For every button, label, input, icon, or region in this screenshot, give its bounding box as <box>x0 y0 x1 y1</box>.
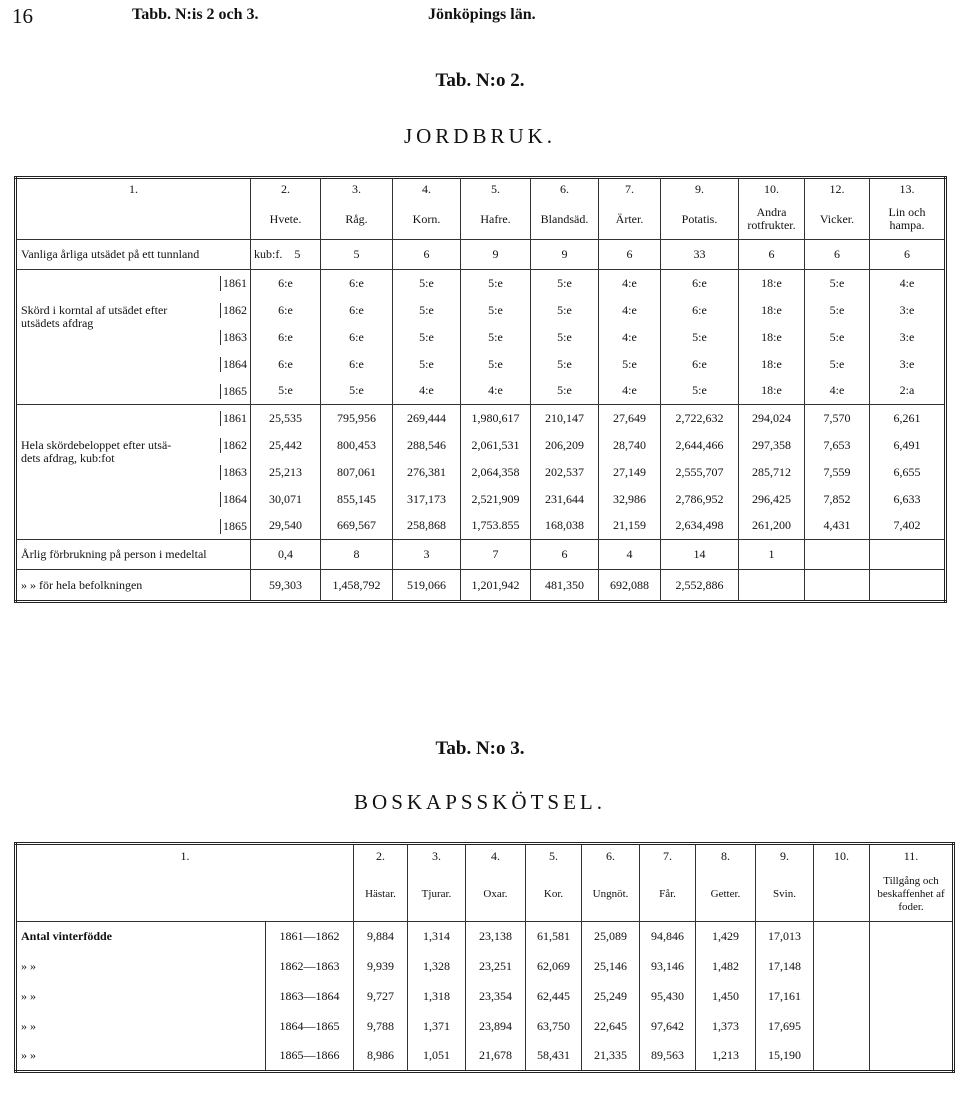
column-number: 10. <box>739 178 805 200</box>
data-cell: 6:e <box>251 351 321 378</box>
data-cell: 7 <box>461 540 531 570</box>
column-number: 10. <box>814 844 870 868</box>
column-name: Hästar. <box>354 868 408 922</box>
data-cell: 1,213 <box>696 1042 756 1072</box>
data-cell: 1,314 <box>408 922 466 952</box>
data-cell: 23,138 <box>466 922 526 952</box>
data-cell: 21,678 <box>466 1042 526 1072</box>
data-cell: 89,563 <box>640 1042 696 1072</box>
data-cell: 5:e <box>251 378 321 405</box>
skord-row <box>16 378 946 405</box>
data-cell: 8 <box>321 540 393 570</box>
column-name: Får. <box>640 868 696 922</box>
data-cell: 5:e <box>393 324 461 351</box>
data-cell <box>739 570 805 602</box>
column-number: 9. <box>661 178 739 200</box>
data-cell: 4:e <box>599 378 661 405</box>
data-cell: 1,201,942 <box>461 570 531 602</box>
data-cell: 25,089 <box>582 922 640 952</box>
data-cell: 231,644 <box>531 486 599 513</box>
empty-cell <box>814 1012 870 1042</box>
utsade-value: 6 <box>599 240 661 270</box>
empty-cell <box>814 952 870 982</box>
skord-label-line1: Skörd i korntal af utsädet efter <box>21 302 168 317</box>
data-cell: 4:e <box>599 297 661 324</box>
column-name: Oxar. <box>466 868 526 922</box>
forbrukning-total-label: » » för hela befolkningen <box>21 577 143 592</box>
row-period: 1863—1864 <box>266 982 354 1012</box>
skord-label-cell <box>16 315 251 351</box>
data-cell: 25,249 <box>582 982 640 1012</box>
data-cell: 795,956 <box>321 405 393 432</box>
skord-row <box>16 270 946 297</box>
data-cell: 17,148 <box>756 952 814 982</box>
utsade-first-cell <box>251 240 321 270</box>
row-period: 1862—1863 <box>266 952 354 982</box>
data-cell: 168,038 <box>531 513 599 540</box>
data-cell: 62,445 <box>526 982 582 1012</box>
utsade-value: 6 <box>739 240 805 270</box>
data-cell: 5:e <box>805 351 870 378</box>
data-cell: 17,161 <box>756 982 814 1012</box>
data-cell: 7,559 <box>805 459 870 486</box>
hela-row <box>16 459 946 486</box>
page-number: 16 <box>12 4 33 28</box>
data-cell: 6:e <box>321 324 393 351</box>
data-cell: 15,190 <box>756 1042 814 1072</box>
data-cell: 93,146 <box>640 952 696 982</box>
year-label: 1861 <box>220 276 247 291</box>
column-number: 2. <box>251 178 321 200</box>
utsade-unit: kub:f. <box>254 247 283 261</box>
data-cell: 18:e <box>739 297 805 324</box>
data-cell: 8,986 <box>354 1042 408 1072</box>
hela-label-cell <box>16 486 251 513</box>
column-name: Hvete. <box>251 200 321 240</box>
data-cell: 21,335 <box>582 1042 640 1072</box>
empty-cell <box>814 922 870 952</box>
column-number: 4. <box>466 844 526 868</box>
column-name: Lin och hampa. <box>870 200 946 240</box>
forbrukning-total-row <box>16 570 946 602</box>
data-cell: 63,750 <box>526 1012 582 1042</box>
data-cell: 4:e <box>870 270 946 297</box>
data-cell: 7,852 <box>805 486 870 513</box>
data-cell: 3 <box>393 540 461 570</box>
data-cell: 4:e <box>461 378 531 405</box>
data-cell: 2,555,707 <box>661 459 739 486</box>
empty-cell <box>870 952 954 982</box>
column-name: Tjurar. <box>408 868 466 922</box>
data-cell: 855,145 <box>321 486 393 513</box>
data-cell: 25,146 <box>582 952 640 982</box>
column-number: 8. <box>696 844 756 868</box>
column-name: Råg. <box>321 200 393 240</box>
data-cell: 1,328 <box>408 952 466 982</box>
column-name: Blandsäd. <box>531 200 599 240</box>
tab3-title: Tab. N:o 3. <box>435 738 525 759</box>
data-cell <box>805 570 870 602</box>
data-cell: 17,013 <box>756 922 814 952</box>
data-cell: 6:e <box>251 297 321 324</box>
data-cell: 4:e <box>393 378 461 405</box>
data-cell: 9,939 <box>354 952 408 982</box>
livestock-row <box>16 952 954 982</box>
data-cell: 27,149 <box>599 459 661 486</box>
hela-row <box>16 486 946 513</box>
tab2-title: Tab. N:o 2. <box>435 70 525 91</box>
data-cell: 1,318 <box>408 982 466 1012</box>
data-cell: 800,453 <box>321 432 393 459</box>
data-cell <box>805 540 870 570</box>
data-cell: 2,644,466 <box>661 432 739 459</box>
row-label: Antal vinterfödde <box>21 929 112 944</box>
tab2-subtitle: JORDBRUK. <box>403 124 557 148</box>
row-label: » » <box>21 1019 36 1033</box>
column-name <box>814 868 870 922</box>
data-cell: 210,147 <box>531 405 599 432</box>
data-cell: 5:e <box>599 351 661 378</box>
skord-label-cell <box>16 270 251 297</box>
livestock-row <box>16 922 954 952</box>
column-number: 9. <box>756 844 814 868</box>
data-cell: 9,788 <box>354 1012 408 1042</box>
data-cell: 5:e <box>461 270 531 297</box>
data-cell: 5:e <box>393 297 461 324</box>
data-cell: 317,173 <box>393 486 461 513</box>
data-cell: 23,354 <box>466 982 526 1012</box>
data-cell: 23,894 <box>466 1012 526 1042</box>
column-number: 6. <box>582 844 640 868</box>
data-cell: 5:e <box>461 297 531 324</box>
row-period: 1861—1862 <box>266 922 354 952</box>
hela-row <box>16 405 946 432</box>
data-cell: 5:e <box>531 297 599 324</box>
livestock-row <box>16 1042 954 1072</box>
data-cell: 288,546 <box>393 432 461 459</box>
column-number: 1. <box>180 848 190 863</box>
data-cell: 2,064,358 <box>461 459 531 486</box>
data-cell: 261,200 <box>739 513 805 540</box>
data-cell: 4 <box>599 540 661 570</box>
data-cell: 5:e <box>531 270 599 297</box>
skord-label-line2: utsädets afdrag <box>21 315 94 330</box>
row-label: » » <box>21 959 36 973</box>
year-label: 1864 <box>220 357 247 372</box>
row-label: » » <box>21 989 36 1003</box>
data-cell: 1,753.855 <box>461 513 531 540</box>
data-cell: 2,552,886 <box>661 570 739 602</box>
data-cell: 5:e <box>531 351 599 378</box>
year-label: 1865 <box>220 519 247 534</box>
data-cell: 6:e <box>321 297 393 324</box>
data-cell: 5:e <box>805 270 870 297</box>
data-cell: 294,024 <box>739 405 805 432</box>
column-number: 3. <box>321 178 393 200</box>
year-label: 1863 <box>220 465 247 480</box>
data-cell: 6:e <box>661 270 739 297</box>
data-cell: 202,537 <box>531 459 599 486</box>
header-name-row <box>16 868 954 922</box>
data-cell: 5:e <box>531 324 599 351</box>
livestock-row <box>16 982 954 1012</box>
column-number: 1. <box>129 181 138 196</box>
hela-row <box>16 513 946 540</box>
data-cell: 5:e <box>661 378 739 405</box>
column-name: Ärter. <box>599 200 661 240</box>
header-number-row <box>16 844 954 868</box>
data-cell: 5:e <box>805 297 870 324</box>
data-cell: 5:e <box>393 270 461 297</box>
data-cell: 5:e <box>461 351 531 378</box>
skord-row <box>16 324 946 351</box>
data-cell: 27,649 <box>599 405 661 432</box>
column-number: 3. <box>408 844 466 868</box>
hela-label-cell <box>16 450 251 486</box>
data-cell: 6:e <box>321 351 393 378</box>
data-cell: 6:e <box>661 297 739 324</box>
data-cell: 25,213 <box>251 459 321 486</box>
data-cell: 1,482 <box>696 952 756 982</box>
header-name-row <box>16 200 946 240</box>
data-cell: 6:e <box>251 270 321 297</box>
column-name: Getter. <box>696 868 756 922</box>
data-cell: 23,251 <box>466 952 526 982</box>
column-number: 7. <box>640 844 696 868</box>
data-cell: 18:e <box>739 378 805 405</box>
data-cell: 59,303 <box>251 570 321 602</box>
data-cell: 97,642 <box>640 1012 696 1042</box>
data-cell: 58,431 <box>526 1042 582 1072</box>
column-name: Vicker. <box>805 200 870 240</box>
utsade-label: Vanliga årliga utsädet på ett tunnland <box>16 240 251 270</box>
data-cell: 6:e <box>251 324 321 351</box>
data-cell: 1,373 <box>696 1012 756 1042</box>
data-cell: 4:e <box>599 324 661 351</box>
data-cell: 276,381 <box>393 459 461 486</box>
column-number: 12. <box>805 178 870 200</box>
data-cell: 4:e <box>805 378 870 405</box>
data-cell: 18:e <box>739 270 805 297</box>
hela-label-cell <box>16 405 251 432</box>
header-blank-cell <box>16 868 354 922</box>
data-cell: 25,535 <box>251 405 321 432</box>
year-label: 1862 <box>220 303 247 318</box>
row-period: 1864—1865 <box>266 1012 354 1042</box>
column-number: 2. <box>354 844 408 868</box>
data-cell <box>870 570 946 602</box>
data-cell: 2,634,498 <box>661 513 739 540</box>
forbrukning-person-row <box>16 540 946 570</box>
empty-cell <box>814 1042 870 1072</box>
header-number-row <box>16 178 946 200</box>
empty-cell <box>814 982 870 1012</box>
empty-cell <box>870 982 954 1012</box>
data-cell: 14 <box>661 540 739 570</box>
column-name: Kor. <box>526 868 582 922</box>
data-cell: 21,159 <box>599 513 661 540</box>
data-cell: 296,425 <box>739 486 805 513</box>
column-name: Ungnöt. <box>582 868 640 922</box>
data-cell: 94,846 <box>640 922 696 952</box>
data-cell: 9,727 <box>354 982 408 1012</box>
column-name: Potatis. <box>661 200 739 240</box>
data-cell: 2:a <box>870 378 946 405</box>
column-number: 6. <box>531 178 599 200</box>
year-label: 1861 <box>220 411 247 426</box>
column-number: 13. <box>870 178 946 200</box>
utsade-value: 33 <box>661 240 739 270</box>
column-number: 5. <box>461 178 531 200</box>
empty-cell <box>870 1042 954 1072</box>
data-cell: 5:e <box>805 324 870 351</box>
utsade-value: 9 <box>531 240 599 270</box>
data-cell: 1,371 <box>408 1012 466 1042</box>
utsade-value: 5 <box>294 247 301 261</box>
utsade-value: 9 <box>461 240 531 270</box>
row-period: 1865—1866 <box>266 1042 354 1072</box>
skord-row <box>16 351 946 378</box>
column-name: Hafre. <box>461 200 531 240</box>
data-cell: 30,071 <box>251 486 321 513</box>
data-cell: 5:e <box>461 324 531 351</box>
data-cell: 5:e <box>531 378 599 405</box>
data-cell: 32,986 <box>599 486 661 513</box>
data-cell: 692,088 <box>599 570 661 602</box>
data-cell: 481,350 <box>531 570 599 602</box>
data-cell: 519,066 <box>393 570 461 602</box>
data-cell: 1,458,792 <box>321 570 393 602</box>
tab3-subtitle: BOSKAPSSKÖTSEL. <box>354 790 606 814</box>
year-label: 1864 <box>220 492 247 507</box>
data-cell: 25,442 <box>251 432 321 459</box>
utsade-value: 6 <box>393 240 461 270</box>
utsade-value: 6 <box>870 240 946 270</box>
data-cell: 6:e <box>321 270 393 297</box>
year-label: 1865 <box>220 384 247 399</box>
data-cell: 206,209 <box>531 432 599 459</box>
data-cell: 4,431 <box>805 513 870 540</box>
data-cell: 28,740 <box>599 432 661 459</box>
data-cell: 7,653 <box>805 432 870 459</box>
data-cell: 17,695 <box>756 1012 814 1042</box>
year-label: 1862 <box>220 438 247 453</box>
hela-label-cell <box>16 513 251 540</box>
data-cell: 6,633 <box>870 486 946 513</box>
utsade-row <box>16 240 946 270</box>
data-cell: 2,722,632 <box>661 405 739 432</box>
data-cell: 62,069 <box>526 952 582 982</box>
data-cell: 807,061 <box>321 459 393 486</box>
data-cell: 6,261 <box>870 405 946 432</box>
data-cell: 22,645 <box>582 1012 640 1042</box>
column-name: Svin. <box>756 868 814 922</box>
data-cell: 3:e <box>870 297 946 324</box>
empty-cell <box>870 1012 954 1042</box>
data-cell: 18:e <box>739 324 805 351</box>
data-cell: 1,980,617 <box>461 405 531 432</box>
data-cell: 2,786,952 <box>661 486 739 513</box>
data-cell: 6,655 <box>870 459 946 486</box>
data-cell: 1,429 <box>696 922 756 952</box>
data-cell: 29,540 <box>251 513 321 540</box>
data-cell: 3:e <box>870 324 946 351</box>
column-number: 7. <box>599 178 661 200</box>
livestock-row <box>16 1012 954 1042</box>
utsade-value: 6 <box>805 240 870 270</box>
data-cell: 3:e <box>870 351 946 378</box>
column-number: 11. <box>870 844 954 868</box>
row-label: » » <box>21 1048 36 1063</box>
data-cell <box>870 540 946 570</box>
data-cell: 269,444 <box>393 405 461 432</box>
column-name: Andra rotfrukter. <box>739 200 805 240</box>
column-name: Tillgång och beskaffenhet af foder. <box>870 868 954 922</box>
data-cell: 1 <box>739 540 805 570</box>
data-cell: 7,402 <box>870 513 946 540</box>
data-cell: 61,581 <box>526 922 582 952</box>
column-name: Korn. <box>393 200 461 240</box>
boskapsskotsel-table <box>14 842 955 1073</box>
data-cell: 285,712 <box>739 459 805 486</box>
column-number: 4. <box>393 178 461 200</box>
column-number: 5. <box>526 844 582 868</box>
data-cell: 7,570 <box>805 405 870 432</box>
data-cell: 297,358 <box>739 432 805 459</box>
data-cell: 6 <box>531 540 599 570</box>
data-cell: 6,491 <box>870 432 946 459</box>
data-cell: 5:e <box>321 378 393 405</box>
data-cell: 258,868 <box>393 513 461 540</box>
year-label: 1863 <box>220 330 247 345</box>
skord-label-cell <box>16 351 251 378</box>
data-cell: 6:e <box>661 351 739 378</box>
hela-label-line1: Hela skördebeloppet efter utsä- <box>21 437 172 452</box>
data-cell: 4:e <box>599 270 661 297</box>
data-cell: 1,051 <box>408 1042 466 1072</box>
utsade-value: 5 <box>321 240 393 270</box>
hela-label-line2: dets afdrag, kub:fot <box>21 450 115 465</box>
data-cell: 9,884 <box>354 922 408 952</box>
page-header <box>0 0 960 40</box>
data-cell: 1,450 <box>696 982 756 1012</box>
data-cell: 18:e <box>739 351 805 378</box>
data-cell: 95,430 <box>640 982 696 1012</box>
region-title: Jönköpings län. <box>428 6 536 23</box>
data-cell: 2,521,909 <box>461 486 531 513</box>
empty-cell <box>870 922 954 952</box>
data-cell: 5:e <box>661 324 739 351</box>
skord-label-cell <box>16 378 251 405</box>
data-cell: 0,4 <box>251 540 321 570</box>
tables-reference: Tabb. N:is 2 och 3. <box>132 6 259 23</box>
header-blank-cell <box>16 200 251 240</box>
data-cell: 5:e <box>393 351 461 378</box>
jordbruk-table <box>14 176 947 603</box>
data-cell: 2,061,531 <box>461 432 531 459</box>
data-cell: 669,567 <box>321 513 393 540</box>
forbrukning-person-label: Årlig förbrukning på person i medeltal <box>16 540 251 570</box>
